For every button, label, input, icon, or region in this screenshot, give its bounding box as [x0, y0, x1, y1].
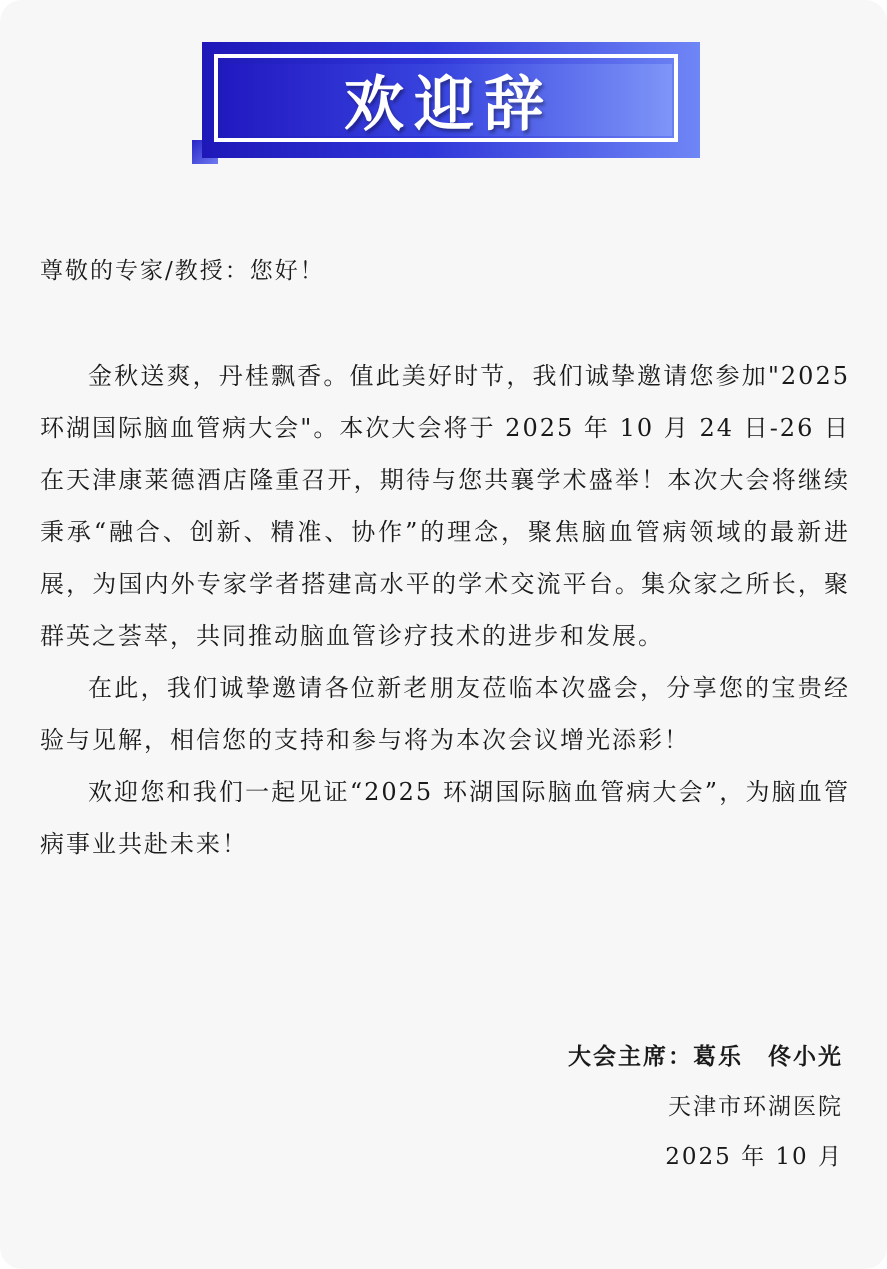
signature-block — [568, 1032, 843, 1182]
paragraph-intro: 金秋送爽，丹桂飘香。值此美好时节，我们诚挚邀请您参加"2025 环湖国际脑血管病大会"。本次大会将于 2025 年 10 月 24 日-26 日在天津康莱德酒店隆重召开，期待与您共襄学术盛举！本次大会将继续秉承“融合、创新、精准、协作”的理念，聚焦脑血管病领域的最新进展，为国内外专家学者搭建高水平的学术交流平台。集众家之所长，聚群英之荟萃，共同推动脑血管诊疗技术的进步和发展。 — [40, 362, 850, 650]
letter-body — [40, 350, 850, 870]
signature-organization: 天津市环湖医院 — [668, 1094, 843, 1120]
paragraph-invitation: 在此，我们诚挚邀请各位新老朋友莅临本次盛会，分享您的宝贵经验与见解，相信您的支持和参与将为本次会议增光添彩！ — [40, 674, 850, 754]
page-title: 欢迎辞 — [344, 70, 554, 140]
signature-chair: 大会主席：葛乐 佟小光 — [568, 1043, 843, 1070]
salutation: 尊敬的专家/教授：您好！ — [40, 258, 325, 284]
title-banner — [192, 42, 700, 164]
signature-date: 2025 年 10 月 — [665, 1144, 843, 1170]
paragraph-closing: 欢迎您和我们一起见证“2025 环湖国际脑血管病大会”，为脑血管病事业共赴未来！ — [40, 778, 850, 858]
